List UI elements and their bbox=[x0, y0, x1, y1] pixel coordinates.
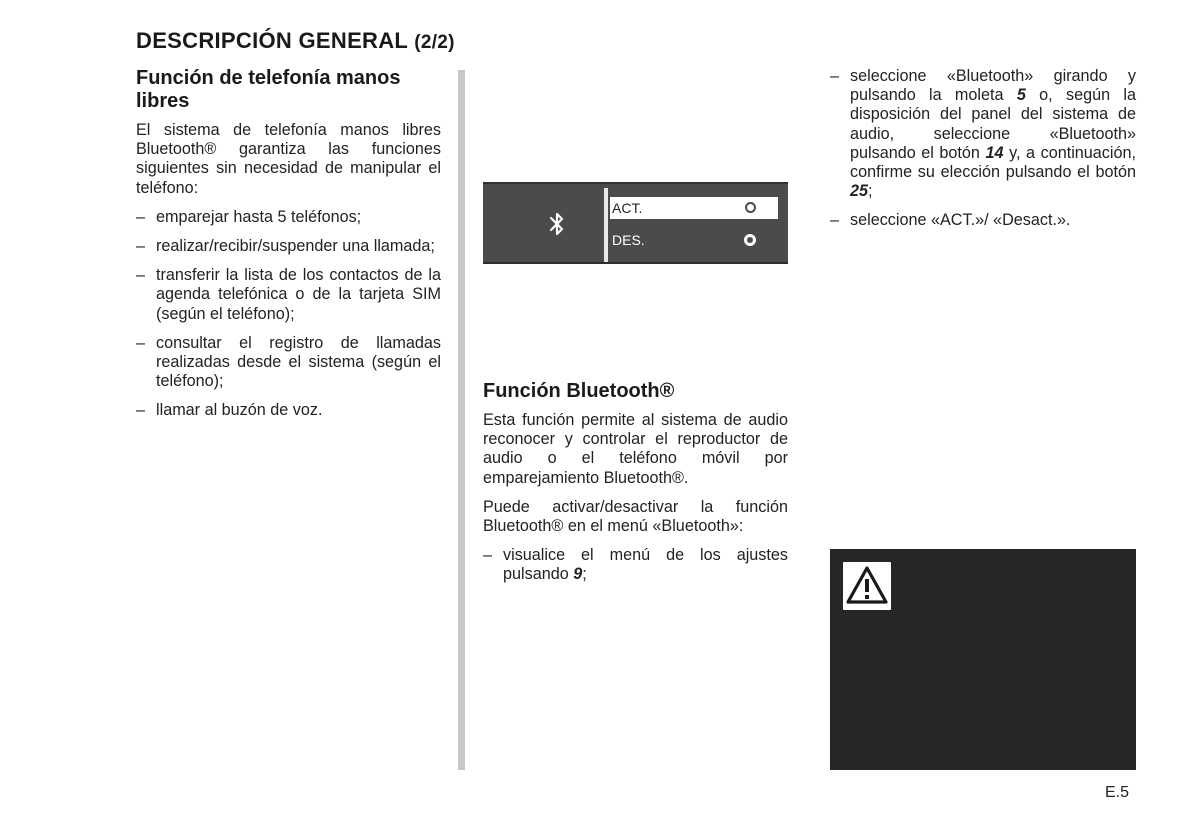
list-dash: – bbox=[136, 333, 146, 352]
step-text-end: ; bbox=[582, 565, 587, 584]
list-item-text: consultar el registro de llamadas realizadas desde el sistema (según el teléfono); bbox=[156, 333, 441, 391]
step-text: visualice el menú de los ajustes pulsando bbox=[503, 546, 788, 584]
list-dash: – bbox=[136, 207, 146, 226]
list-dash: – bbox=[136, 401, 146, 420]
steps-list-continued bbox=[830, 67, 1136, 231]
list-item bbox=[830, 67, 1136, 201]
column-middle bbox=[483, 380, 788, 595]
list-item-text: transferir la lista de los contactos de la agenda telefónica o de la tarjeta SIM (según el teléfono); bbox=[156, 266, 441, 323]
step-text: o, según la disposición del panel del sistema de audio, seleccione «Bluetooth» pulsando el botón bbox=[850, 86, 1137, 162]
step-text: seleccione «ACT.»/ «Desact.». bbox=[850, 211, 1071, 230]
list-dash: – bbox=[136, 237, 146, 256]
list-item bbox=[483, 546, 788, 584]
screen-separator bbox=[604, 188, 608, 262]
list-item bbox=[136, 334, 441, 392]
list-dash: – bbox=[483, 546, 493, 565]
list-item bbox=[136, 237, 441, 256]
warning-icon-frame bbox=[841, 560, 893, 612]
radio-selected-icon bbox=[744, 234, 756, 246]
list-item bbox=[136, 208, 441, 227]
warning-box bbox=[830, 549, 1136, 770]
section-heading-bluetooth: Función Bluetooth® bbox=[483, 380, 675, 402]
reference-number: 5 bbox=[1016, 86, 1026, 105]
column-right bbox=[830, 67, 1136, 241]
list-item-text: emparejar hasta 5 teléfonos; bbox=[156, 207, 362, 226]
bluetooth-icon bbox=[549, 211, 565, 237]
radio-unselected-icon bbox=[745, 202, 756, 213]
list-dash: – bbox=[830, 67, 840, 85]
list-item bbox=[136, 266, 441, 324]
activation-paragraph: Puede activar/desactivar la función Bluetooth® en el menú «Bluetooth»: bbox=[483, 497, 788, 536]
list-item-text: realizar/recibir/suspender una llamada; bbox=[156, 237, 435, 256]
section-heading-hands-free: Función de telefonía manos libres bbox=[136, 67, 401, 112]
list-dash: – bbox=[136, 266, 146, 285]
title-subtitle: (2/2) bbox=[414, 32, 455, 53]
list-item bbox=[136, 401, 441, 420]
page-number: E.5 bbox=[1105, 784, 1130, 801]
steps-list bbox=[483, 546, 788, 584]
title-text: DESCRIPCIÓN GENERAL bbox=[136, 28, 408, 53]
reference-number: 25 bbox=[850, 182, 869, 201]
step-text-end: ; bbox=[868, 182, 873, 201]
option-des-label: DES. bbox=[612, 232, 645, 248]
bluetooth-paragraph: Esta función permite al sistema de audio reconocer y controlar el reproductor de audio o el teléfono móvil por emparejamiento Bluetooth®. bbox=[483, 411, 788, 487]
reference-number: 14 bbox=[985, 143, 1004, 162]
bluetooth-screen-illustration bbox=[483, 182, 788, 264]
option-act[interactable] bbox=[610, 197, 778, 219]
column-divider bbox=[458, 70, 465, 770]
option-des[interactable] bbox=[610, 229, 778, 251]
list-item-text: llamar al buzón de voz. bbox=[156, 401, 323, 420]
step-text: y, a continuación, confirme su elección pulsando el botón bbox=[850, 143, 1137, 182]
intro-paragraph: El sistema de telefonía manos libres Bluetooth® garantiza las funciones siguientes sin necesidad de manipular el teléfono: bbox=[136, 121, 441, 197]
option-act-label: ACT. bbox=[612, 200, 643, 216]
warning-triangle-icon bbox=[843, 562, 891, 610]
list-dash: – bbox=[830, 211, 840, 230]
feature-list bbox=[136, 208, 441, 421]
step-text: seleccione «Bluetooth» girando y pulsando la moleta bbox=[850, 67, 1136, 105]
reference-number: 9 bbox=[573, 565, 583, 584]
column-left bbox=[136, 67, 441, 431]
page-title bbox=[136, 28, 455, 54]
list-item bbox=[830, 211, 1136, 230]
